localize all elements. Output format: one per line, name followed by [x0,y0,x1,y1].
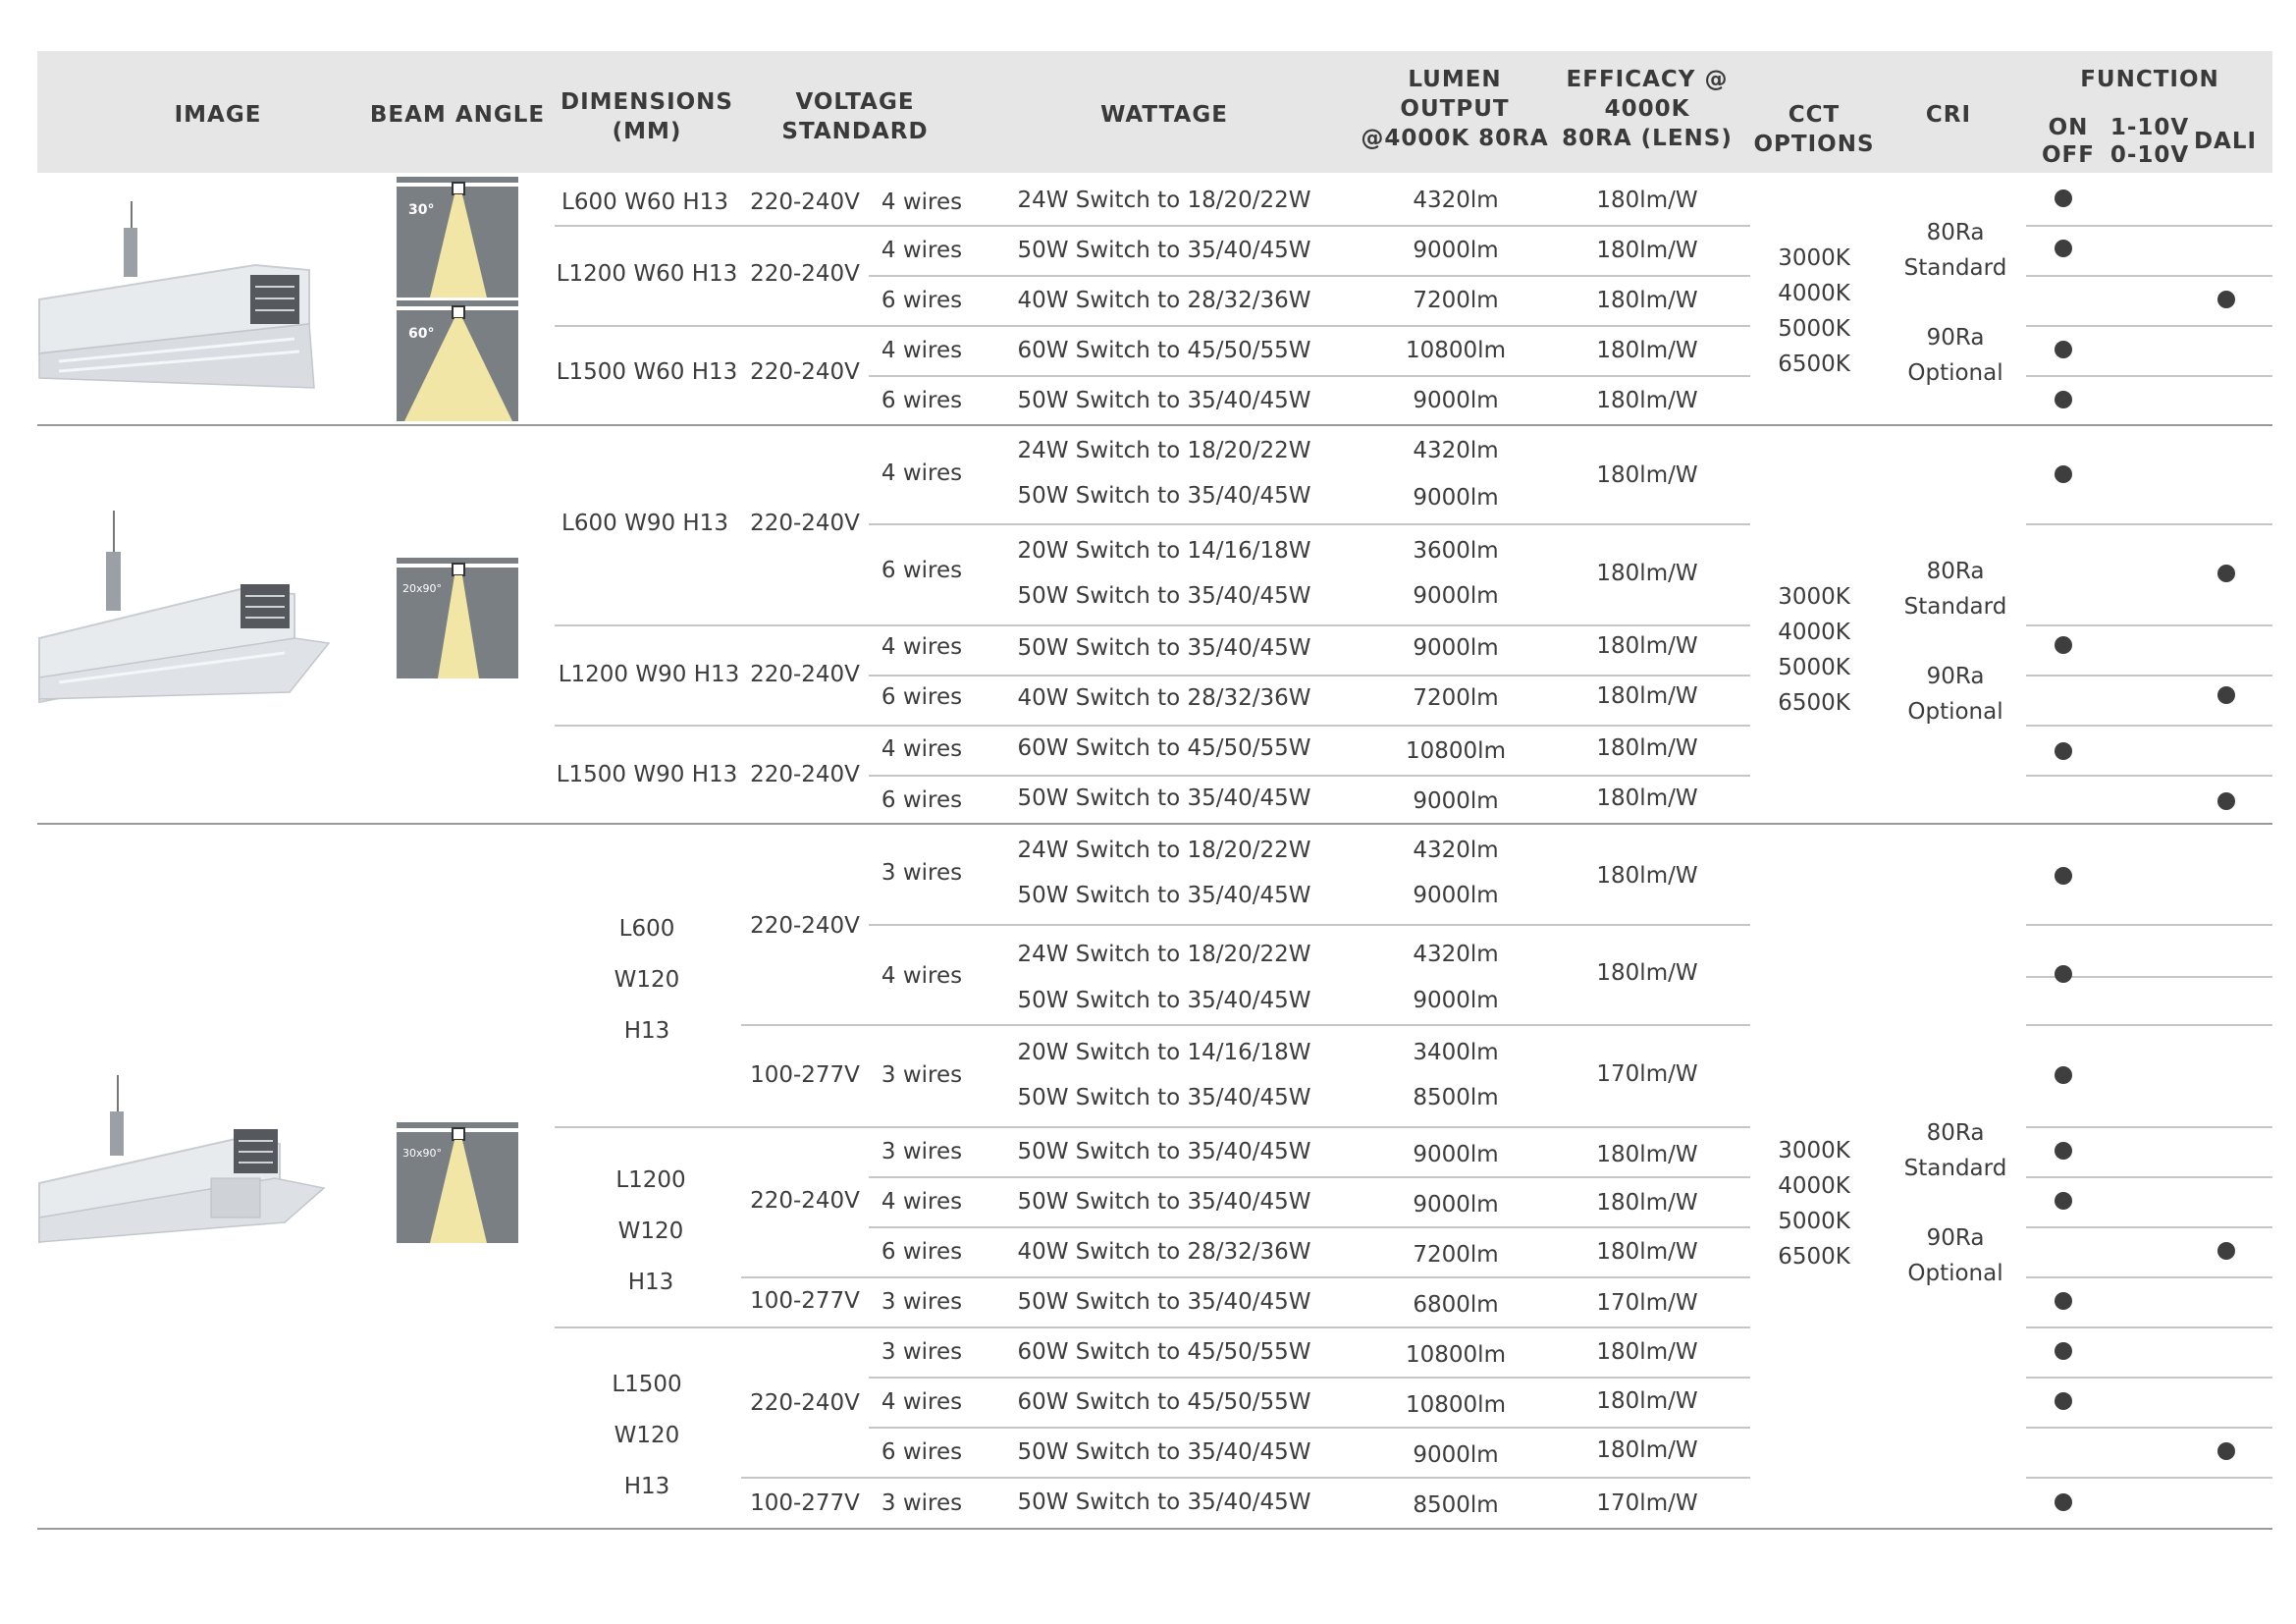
cct-column [1778,245,1851,1270]
efficacy-column [1596,188,1697,1516]
lumen-cell: 7200lm [1413,288,1499,313]
cri-option: 80Ra [1926,220,1985,245]
wires-cell: 6 wires [881,684,963,710]
wires-cell: 6 wires [881,787,963,813]
cri-option: 90Ra [1926,1225,1985,1251]
dimension-cell: L1500 [612,1372,682,1397]
cri-option: 80Ra [1926,1120,1985,1146]
lumen-cell: 4320lm [1413,942,1499,967]
wires-cell: 3 wires [881,1289,963,1315]
dimension-cell: H13 [627,1270,674,1295]
wires-cell: 4 wires [881,189,963,215]
efficacy-cell: 180lm/W [1596,1190,1698,1216]
cct-option: 3000K [1778,245,1850,271]
on-off-dot [2055,636,2072,654]
on-off-dot [2055,391,2072,408]
lumen-cell: 6800lm [1413,1292,1499,1318]
cri-option: Standard [1903,255,2007,281]
efficacy-cell: 180lm/W [1596,863,1698,889]
wattage-cell: 24W Switch to 18/20/22W [1017,942,1311,967]
voltage-cell: 220-240V [750,359,860,385]
wires-cell: 6 wires [881,1439,963,1465]
wattage-cell: 50W Switch to 35/40/45W [1017,583,1311,609]
lumen-cell: 4320lm [1413,438,1499,463]
lumen-cell: 10800lm [1406,1342,1506,1368]
header-cct-1: CCT [1788,102,1841,128]
on-off-dot [2055,867,2072,885]
dali-dot [2217,1442,2235,1460]
header-voltage-2: STANDARD [781,119,929,144]
wires-cell: 6 wires [881,558,963,583]
wattage-cell: 50W Switch to 35/40/45W [1017,785,1311,811]
header-function: FUNCTION [2080,67,2219,92]
lumen-column [1406,188,1506,1518]
on-off-dot [2055,1292,2072,1310]
header-dimensions-1: DIMENSIONS [561,89,733,115]
dimension-cell: H13 [623,1018,670,1044]
cri-option: Optional [1907,360,2003,386]
dali-dot [2217,565,2235,582]
efficacy-cell: 180lm/W [1596,1437,1698,1463]
voltage-cell: 220-240V [750,1390,860,1416]
efficacy-cell: 180lm/W [1596,683,1698,709]
wires-cell: 4 wires [881,634,963,660]
efficacy-cell: 180lm/W [1596,735,1698,761]
header-lumen-3: @4000K 80RA [1361,126,1549,151]
on-off-dot [2055,1493,2072,1511]
efficacy-cell: 180lm/W [1596,1388,1698,1414]
beam-label-30: 30° [408,202,435,218]
header-efficacy-3: 80RA (LENS) [1562,126,1733,151]
lumen-cell: 7200lm [1413,1242,1499,1268]
voltage-column [750,189,860,1516]
wattage-cell: 50W Switch to 35/40/45W [1017,1139,1311,1164]
lumen-cell: 9000lm [1413,883,1499,908]
voltage-cell: 100-277V [750,1288,860,1314]
lumen-cell: 9000lm [1413,485,1499,511]
lumen-cell: 9000lm [1413,635,1499,661]
on-off-dot [2055,189,2072,207]
cct-option: 5000K [1778,1209,1850,1234]
wattage-cell: 40W Switch to 28/32/36W [1017,1239,1311,1265]
cct-option: 5000K [1778,655,1850,680]
lumen-cell: 9000lm [1413,1192,1499,1218]
header-efficacy-2: 4000K [1604,96,1690,122]
wattage-cell: 24W Switch to 18/20/22W [1017,838,1311,863]
header-wattage: WATTAGE [1100,102,1228,128]
lumen-cell: 9000lm [1413,1142,1499,1167]
wattage-cell: 50W Switch to 35/40/45W [1017,238,1311,263]
voltage-cell: 220-240V [750,261,860,287]
dimension-cell: L1200 W60 H13 [556,261,738,287]
lumen-cell: 3600lm [1413,538,1499,564]
lumen-cell: 7200lm [1413,685,1499,711]
header-on-off-2: OFF [2042,142,2095,168]
voltage-cell: 220-240V [750,511,860,536]
wattage-cell: 24W Switch to 18/20/22W [1017,438,1311,463]
voltage-cell: 100-277V [750,1490,860,1516]
dali-dot [2217,1242,2235,1260]
wires-column [881,189,962,1516]
lumen-cell: 3400lm [1413,1040,1499,1065]
on-off-dot [2055,1342,2072,1360]
lumen-cell: 9000lm [1413,238,1499,263]
efficacy-cell: 180lm/W [1596,238,1698,263]
on-off-dot [2055,1392,2072,1410]
lumen-cell: 10800lm [1406,1392,1506,1418]
dali-dot [2217,291,2235,308]
beam-label-60: 60° [408,326,435,342]
header-cri: CRI [1925,102,1972,128]
efficacy-cell: 180lm/W [1596,462,1698,488]
dimension-cell: W120 [614,1423,680,1448]
wattage-cell: 60W Switch to 45/50/55W [1017,1389,1311,1415]
efficacy-cell: 170lm/W [1596,1061,1698,1087]
dimension-cell: L1200 [615,1167,686,1193]
beam-graphic-30 [397,177,518,298]
lumen-cell: 9000lm [1413,583,1499,609]
cct-option: 4000K [1778,281,1850,306]
header-image: IMAGE [174,102,262,128]
wires-cell: 4 wires [881,1189,963,1215]
cri-option: Standard [1903,1156,2007,1181]
dimension-cell: L1500 W60 H13 [556,359,738,385]
wattage-cell: 24W Switch to 18/20/22W [1017,188,1311,213]
efficacy-cell: 180lm/W [1596,388,1698,413]
cct-option: 3000K [1778,1138,1850,1164]
product-image-w90 [39,511,329,702]
wires-cell: 4 wires [881,736,963,762]
beam-label-30x90: 30x90° [402,1147,443,1160]
efficacy-cell: 180lm/W [1596,785,1698,811]
dimension-cell: W120 [614,967,680,993]
voltage-cell: 220-240V [750,189,860,215]
dimension-cell: L600 [618,916,675,942]
header-dim-1: 1-10V [2109,115,2190,140]
wattage-cell: 50W Switch to 35/40/45W [1017,483,1311,509]
wattage-cell: 60W Switch to 45/50/55W [1017,338,1311,363]
cct-option: 4000K [1778,620,1850,645]
efficacy-cell: 180lm/W [1596,288,1698,313]
efficacy-cell: 180lm/W [1596,1142,1698,1167]
on-off-dot [2055,1142,2072,1160]
on-off-dot [2055,240,2072,257]
lumen-cell: 10800lm [1406,338,1506,363]
cri-option: 90Ra [1926,325,1985,351]
wattage-cell: 50W Switch to 35/40/45W [1017,635,1311,661]
cct-option: 6500K [1778,1244,1850,1270]
dimension-cell: H13 [623,1474,670,1499]
cri-column [1904,220,2007,1286]
efficacy-cell: 180lm/W [1596,561,1698,586]
wattage-cell: 60W Switch to 45/50/55W [1017,735,1311,761]
cri-option: 90Ra [1926,664,1985,689]
cct-option: 6500K [1778,352,1850,377]
lumen-cell: 4320lm [1413,838,1499,863]
header-dim-2: 0-10V [2109,142,2190,168]
cct-option: 6500K [1778,690,1850,716]
dimension-cell: W120 [617,1218,684,1244]
voltage-cell: 220-240V [750,913,860,939]
wattage-cell: 50W Switch to 35/40/45W [1017,1189,1311,1215]
wires-cell: 4 wires [881,1389,963,1415]
on-off-dot [2055,965,2072,983]
header-lumen-1: LUMEN [1408,67,1502,92]
wattage-cell: 20W Switch to 14/16/18W [1017,1040,1311,1065]
wires-cell: 4 wires [881,963,963,989]
lumen-cell: 8500lm [1413,1085,1499,1110]
wires-cell: 6 wires [881,288,963,313]
dimension-cell: L600 W90 H13 [561,511,728,536]
cri-option: Optional [1907,1261,2003,1286]
on-off-dot [2055,341,2072,358]
header-beam-angle: BEAM ANGLE [369,102,546,128]
lumen-cell: 8500lm [1413,1492,1499,1518]
wires-cell: 3 wires [881,1062,963,1088]
lumen-cell: 9000lm [1413,1442,1499,1468]
voltage-cell: 220-240V [750,662,860,687]
wattage-cell: 50W Switch to 35/40/45W [1017,1289,1311,1315]
wires-cell: 4 wires [881,460,963,486]
cri-option: 80Ra [1926,559,1985,584]
on-off-dot [2055,465,2072,483]
wires-cell: 4 wires [881,238,963,263]
lumen-cell: 9000lm [1413,388,1499,413]
efficacy-cell: 180lm/W [1596,1339,1698,1365]
lumen-cell: 4320lm [1413,188,1499,213]
on-off-dot [2055,742,2072,760]
wattage-cell: 50W Switch to 35/40/45W [1017,1085,1311,1110]
wires-cell: 3 wires [881,860,963,886]
lumen-cell: 10800lm [1406,738,1506,764]
function-dots [2055,189,2235,1511]
wattage-cell: 50W Switch to 35/40/45W [1017,1489,1311,1515]
dali-dot [2217,686,2235,704]
wires-cell: 3 wires [881,1339,963,1365]
dali-dot [2217,792,2235,810]
wires-cell: 3 wires [881,1490,963,1516]
wires-cell: 3 wires [881,1139,963,1164]
wattage-cell: 50W Switch to 35/40/45W [1017,388,1311,413]
header-on-off-1: ON [2048,115,2089,140]
header-dimensions-2: (MM) [612,119,682,144]
product-image-w60 [39,201,314,388]
wires-cell: 6 wires [881,388,963,413]
header-voltage-1: VOLTAGE [795,89,915,115]
wattage-cell: 50W Switch to 35/40/45W [1017,988,1311,1013]
dimension-cell: L1200 W90 H13 [558,662,740,687]
efficacy-cell: 180lm/W [1596,633,1698,659]
dimension-cell: L1500 W90 H13 [556,762,738,787]
efficacy-cell: 170lm/W [1596,1490,1698,1516]
wires-cell: 4 wires [881,338,963,363]
efficacy-cell: 180lm/W [1596,1239,1698,1265]
header-efficacy-1: EFFICACY @ [1566,67,1729,92]
cct-option: 5000K [1778,316,1850,342]
efficacy-cell: 180lm/W [1596,338,1698,363]
beam-label-20x90: 20x90° [402,582,443,595]
beam-graphic-60 [397,300,518,421]
wattage-column [1017,188,1310,1515]
lumen-cell: 9000lm [1413,988,1499,1013]
efficacy-cell: 170lm/W [1596,1290,1698,1316]
wattage-cell: 50W Switch to 35/40/45W [1017,1439,1311,1465]
on-off-dot [2055,1192,2072,1210]
cct-option: 3000K [1778,584,1850,610]
beam-graphic-20x90 [397,558,518,678]
voltage-cell: 100-277V [750,1062,860,1088]
wattage-cell: 40W Switch to 28/32/36W [1017,288,1311,313]
voltage-cell: 220-240V [750,762,860,787]
wattage-cell: 60W Switch to 45/50/55W [1017,1339,1311,1365]
voltage-cell: 220-240V [750,1188,860,1214]
wattage-cell: 20W Switch to 14/16/18W [1017,538,1311,564]
wires-cell: 6 wires [881,1239,963,1265]
dimensions-column [557,189,740,1499]
beam-graphic-30x90 [397,1122,518,1243]
wattage-cell: 50W Switch to 35/40/45W [1017,883,1311,908]
header-dali: DALI [2193,129,2258,154]
cri-option: Optional [1907,699,2003,725]
on-off-dot [2055,1066,2072,1084]
efficacy-cell: 180lm/W [1596,188,1698,213]
header-cct-2: OPTIONS [1753,132,1875,157]
cct-option: 4000K [1778,1173,1850,1199]
lumen-cell: 9000lm [1413,788,1499,814]
dimension-cell: L600 W60 H13 [561,189,728,215]
product-image-w120 [39,1075,324,1242]
header-lumen-2: OUTPUT [1400,96,1510,122]
efficacy-cell: 180lm/W [1596,960,1698,986]
cri-option: Standard [1903,594,2007,620]
wattage-cell: 40W Switch to 28/32/36W [1017,685,1311,711]
